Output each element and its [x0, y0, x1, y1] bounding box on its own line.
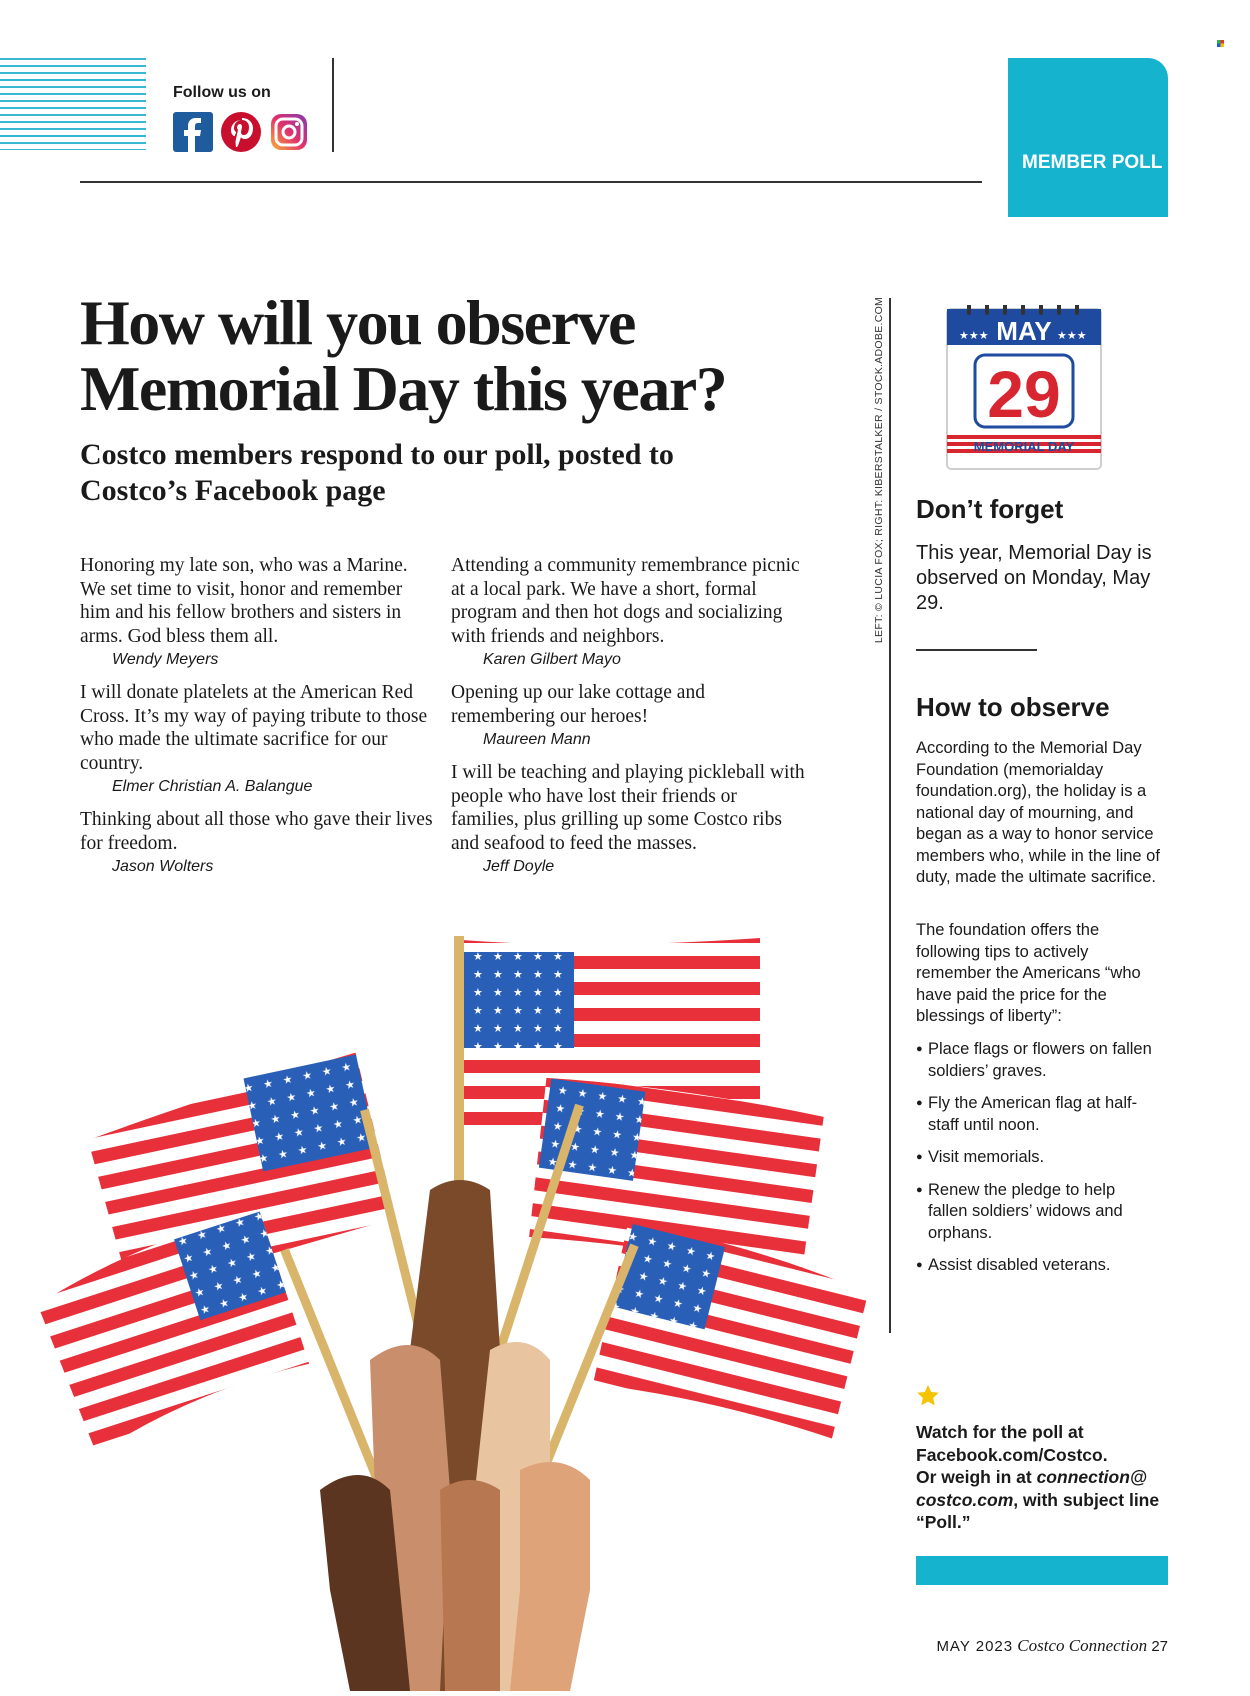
- header-rule: [80, 181, 982, 183]
- sidebar-accent-bar: [916, 1556, 1168, 1585]
- contact-email[interactable]: connection@ costco.com: [916, 1467, 1147, 1510]
- page-title: How will you observe Memorial Day this year?: [80, 287, 727, 424]
- calendar-graphic: [945, 305, 1105, 480]
- watch-line-2b: , with subject line “Poll.”: [916, 1489, 1160, 1532]
- list-item: ● Assist disabled veterans.: [916, 1255, 1156, 1277]
- color-mark-icon: [1217, 34, 1224, 41]
- photo-credit-text: LEFT: © LUCIA FOX; RIGHT: KIBERSTALKER / STOCK.ADOBE.COM: [873, 296, 885, 644]
- photo-credit: [868, 298, 890, 643]
- how-to-observe-body: According to the Memorial Day Foundation (memorialday foundation.org), the holiday is a national day of mourning, and began as a way to honor service members who, while in the line of duty, made the ultimate sacrifice.: [916, 739, 1160, 886]
- response-author: Wendy Meyers: [112, 651, 219, 668]
- page-number: 27: [1151, 1638, 1168, 1655]
- response-author: Maureen Mann: [483, 731, 591, 748]
- poll-response: [451, 554, 806, 669]
- facebook-icon[interactable]: [173, 112, 213, 152]
- flags-and-hands-illustration: [30, 930, 910, 1696]
- page-footer: [900, 1636, 1168, 1656]
- decorative-stripes: [0, 58, 146, 150]
- how-to-observe-heading: How to observe: [916, 692, 1110, 722]
- response-text: Opening up our lake cottage and remembering our heroes!: [451, 682, 705, 727]
- poll-response: [451, 761, 806, 876]
- poll-response: [80, 681, 435, 796]
- response-author: Jason Wolters: [112, 858, 214, 875]
- list-item: ● Fly the American flag at half-staff until noon.: [916, 1093, 1156, 1136]
- svg-text:★★★: ★★★: [959, 329, 989, 342]
- poll-response: [80, 554, 435, 669]
- section-tag-label: MEMBER POLL: [1022, 152, 1163, 173]
- instagram-icon[interactable]: [269, 112, 309, 152]
- list-item: ● Visit memorials.: [916, 1147, 1156, 1169]
- header-divider: [332, 58, 334, 152]
- responses-left-column: [80, 554, 435, 888]
- sidebar-divider: [889, 298, 891, 1333]
- response-author: Elmer Christian A. Balangue: [112, 778, 313, 795]
- member-poll-tag: [1008, 58, 1168, 217]
- sidebar-short-rule: [916, 649, 1037, 651]
- magazine-name: Costco Connection: [1017, 1636, 1148, 1655]
- response-text: I will donate platelets at the American Red Cross. It’s my way of paying tribute to those who made the ultimate sacrifice for our country.: [80, 682, 428, 774]
- pinterest-icon[interactable]: [221, 112, 261, 152]
- dont-forget-heading: Don’t forget: [916, 494, 1064, 524]
- issue-date: MAY 2023: [936, 1638, 1014, 1655]
- list-item: ● Place flags or flowers on fallen soldiers’ graves.: [916, 1039, 1156, 1082]
- foundation-tips-intro: The foundation offers the following tips to actively remember the Americans “who have paid the price for the blessings of liberty”:: [916, 921, 1141, 1025]
- response-text: Attending a community remembrance picnic at a local park. We have a short, formal program and then hot dogs and socializing with friends and neighbors.: [451, 555, 800, 647]
- watch-line-1: Watch for the poll at Facebook.com/Costco.: [916, 1422, 1108, 1465]
- calendar-label: MEMORIAL DAY: [973, 439, 1075, 454]
- svg-text:★★★: ★★★: [1057, 329, 1087, 342]
- poll-response: [451, 681, 806, 749]
- watch-line-2a: Or weigh in at: [916, 1467, 1037, 1487]
- response-author: Karen Gilbert Mayo: [483, 651, 621, 668]
- social-links: [173, 112, 309, 152]
- response-text: I will be teaching and playing pickleball with people who have lost their friends or families, plus grilling up some Costco ribs and seafood to feed the masses.: [451, 762, 805, 854]
- watch-for-poll: [916, 1421, 1171, 1534]
- follow-us-label: Follow us on: [173, 84, 271, 101]
- list-item: ● Renew the pledge to help fallen soldiers’ widows and orphans.: [916, 1180, 1156, 1245]
- response-author: Jeff Doyle: [483, 858, 555, 875]
- response-text: Thinking about all those who gave their lives for freedom.: [80, 809, 433, 854]
- response-text: Honoring my late son, who was a Marine. We set time to visit, honor and remember him and his fellow brothers and sisters in arms. God bless them all.: [80, 555, 408, 647]
- dont-forget-body: This year, Memorial Day is observed on Monday, May 29.: [916, 542, 1152, 614]
- star-icon: [916, 1384, 940, 1413]
- responses-right-column: [451, 554, 806, 888]
- poll-response: [80, 808, 435, 876]
- subheadline: Costco members respond to our poll, posted to Costco’s Facebook page: [80, 438, 674, 507]
- calendar-month: MAY: [996, 316, 1052, 346]
- calendar-day: 29: [987, 357, 1061, 431]
- tips-list: [916, 1039, 1156, 1288]
